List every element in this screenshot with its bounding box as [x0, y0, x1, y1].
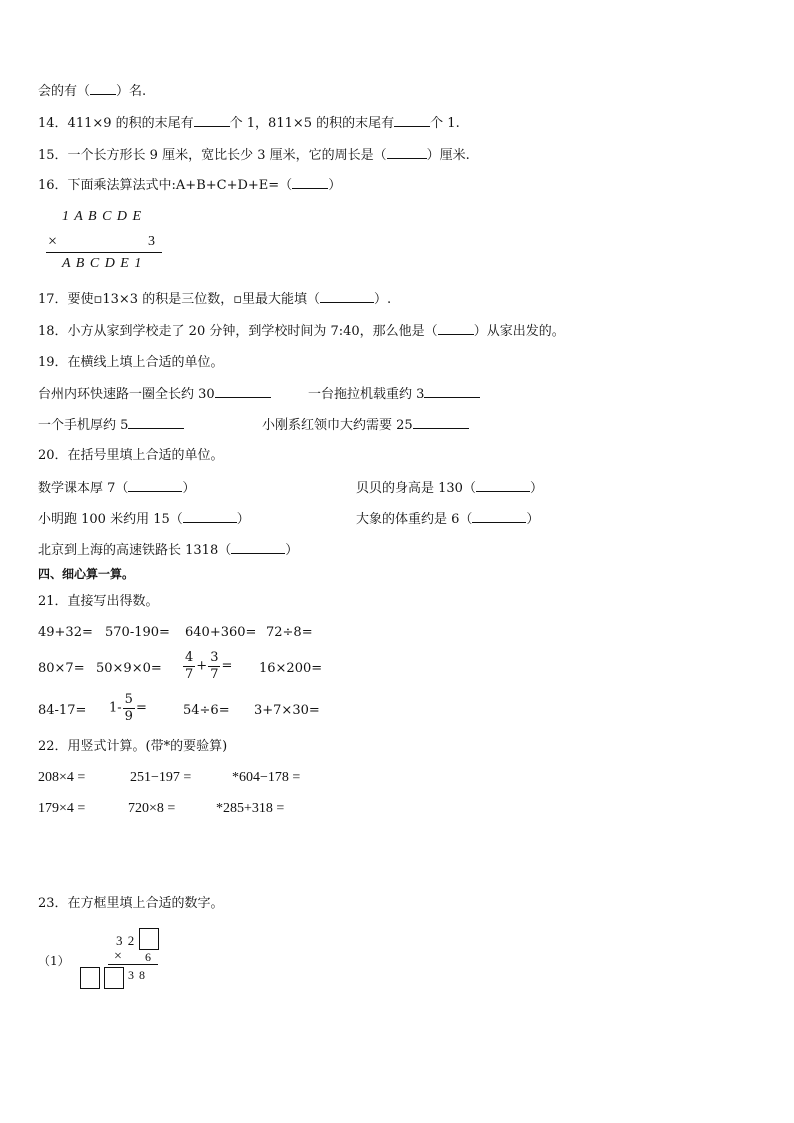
q14-text-c: 个 1. [430, 116, 460, 131]
q20-blank-1[interactable] [128, 479, 182, 492]
q19-blank-2[interactable] [424, 385, 480, 398]
q21-r1-c3: 640+360= [185, 625, 257, 640]
q23-times-sign: × [114, 949, 122, 964]
q20-item-2: 贝贝的身高是 130（ ） [356, 481, 543, 496]
q15-blank[interactable] [387, 146, 427, 159]
q19-blank-4[interactable] [413, 416, 469, 429]
question-22: 22．用竖式计算。(带*的要验算) [38, 739, 228, 754]
fraction-4-7: $\frac{4}{7}$ [185, 650, 194, 682]
fraction-5-9: $\frac{5}{9}$ [124, 692, 133, 724]
q20-blank-5[interactable] [231, 541, 285, 554]
q16-text-a: 16．下面乘法算法式中:A+B+C+D+E=（ [38, 178, 293, 193]
q20-blank-3[interactable] [183, 510, 237, 523]
q20-item-3: 小明跑 100 米约用 15（ ） [38, 512, 250, 527]
q23-top-digits: 3 2 [116, 933, 136, 948]
q22-r1-c3: *604−178 = [232, 770, 301, 785]
q13-tail [38, 82, 146, 101]
q21-r3-c4: 3+7×30= [254, 703, 320, 718]
q20-blank-4[interactable] [472, 510, 526, 523]
q19-blank-3[interactable] [128, 416, 184, 429]
q21-r3-c3: 54÷6= [183, 703, 230, 718]
question-23: 23．在方框里填上合适的数字。 [38, 896, 224, 911]
q16-mult-result: A B C D E 1 [62, 256, 143, 271]
q23-multiplier: 6 [145, 950, 151, 964]
question-19: 19．在横线上填上合适的单位。 [38, 355, 224, 370]
q18-blank[interactable] [438, 322, 474, 335]
q17-blank[interactable] [320, 290, 374, 303]
q22-r1-c1: 208×4 = [38, 770, 86, 785]
question-21: 21．直接写出得数。 [38, 594, 159, 609]
q21-fraction-sum: $\frac{4}{7}$ + $\frac{3}{7}$ = [185, 650, 233, 682]
q13-text-b: ）名. [116, 84, 147, 99]
q23-box-result-2[interactable] [104, 967, 124, 989]
section-4-heading: 四、细心算一算。 [38, 567, 135, 581]
q13-text-a: 会的有（ [38, 84, 91, 99]
q19-item-1: 台州内环快速路一圈全长约 30 [38, 385, 271, 404]
q21-r2-c2: 50×9×0= [96, 661, 162, 676]
q14-text-b: 个 1，811×5 的积的末尾有 [229, 116, 395, 131]
q21-r2-c4: 16×200= [259, 661, 323, 676]
fraction-3-7: $\frac{3}{7}$ [210, 650, 219, 682]
q16-times-sign: × [48, 233, 58, 250]
q17-text-a: 17．要使▫13×3 的积是三位数，▫里最大能填（ [38, 292, 321, 307]
q21-r2-c1: 80×7= [38, 661, 85, 676]
q16-mult-top: 1 A B C D E [62, 209, 143, 224]
q20-blank-2[interactable] [476, 479, 530, 492]
q21-r1-c1: 49+32= [38, 625, 93, 640]
q22-r2-c1: 179×4 = [38, 801, 86, 816]
q23-result-digits: 3 8 [128, 968, 146, 982]
question-14 [38, 114, 460, 133]
q20-item-4: 大象的体重约是 6（ ） [356, 512, 540, 527]
question-17 [38, 290, 391, 309]
q23-mult-rule [108, 964, 158, 965]
q22-r2-c3: *285+318 = [216, 801, 285, 816]
q14-blank-1[interactable] [194, 114, 230, 127]
q23-box-top[interactable] [139, 928, 159, 950]
q14-text-a: 14．411×9 的积的末尾有 [38, 116, 194, 131]
q21-r3-c1: 84-17= [38, 703, 87, 718]
question-16 [38, 176, 341, 195]
q18-text-a: 18．小方从家到学校走了 20 分钟，到学校时间为 7:40，那么他是（ [38, 324, 438, 339]
q20-item-1: 数学课本厚 7（ ） [38, 481, 196, 496]
q20-item-5: 北京到上海的高速铁路长 1318（ ） [38, 543, 299, 558]
q21-fraction-diff: 1- $\frac{5}{9}$ = [109, 692, 147, 724]
q19-blank-1[interactable] [215, 385, 271, 398]
q16-multiplier: 3 [148, 234, 155, 249]
q21-r1-c4: 72÷8= [266, 625, 313, 640]
q16-text-b: ） [328, 178, 342, 193]
q15-text-a: 15．一个长方形长 9 厘米，宽比长少 3 厘米，它的周长是（ [38, 148, 387, 163]
q17-text-b: ）. [374, 292, 392, 307]
q22-r2-c2: 720×8 = [128, 801, 176, 816]
q16-mult-rule [46, 252, 162, 253]
q23-part-label: （1） [38, 954, 70, 968]
q19-item-4: 小刚系红领巾大约需要 25 [262, 416, 469, 435]
q13-blank[interactable] [90, 82, 116, 95]
question-15 [38, 146, 470, 165]
q15-text-b: ）厘米. [426, 148, 470, 163]
q22-r1-c2: 251−197 = [130, 770, 192, 785]
q18-text-b: ）从家出发的。 [473, 324, 565, 339]
question-20: 20．在括号里填上合适的单位。 [38, 448, 224, 463]
q19-item-3: 一个手机厚约 5 [38, 416, 184, 435]
q19-item-2: 一台拖拉机载重约 3 [308, 385, 480, 404]
q23-box-result-1[interactable] [80, 967, 100, 989]
question-18 [38, 322, 565, 341]
q21-r1-c2: 570-190= [105, 625, 170, 640]
q14-blank-2[interactable] [394, 114, 430, 127]
q16-blank[interactable] [292, 176, 328, 189]
